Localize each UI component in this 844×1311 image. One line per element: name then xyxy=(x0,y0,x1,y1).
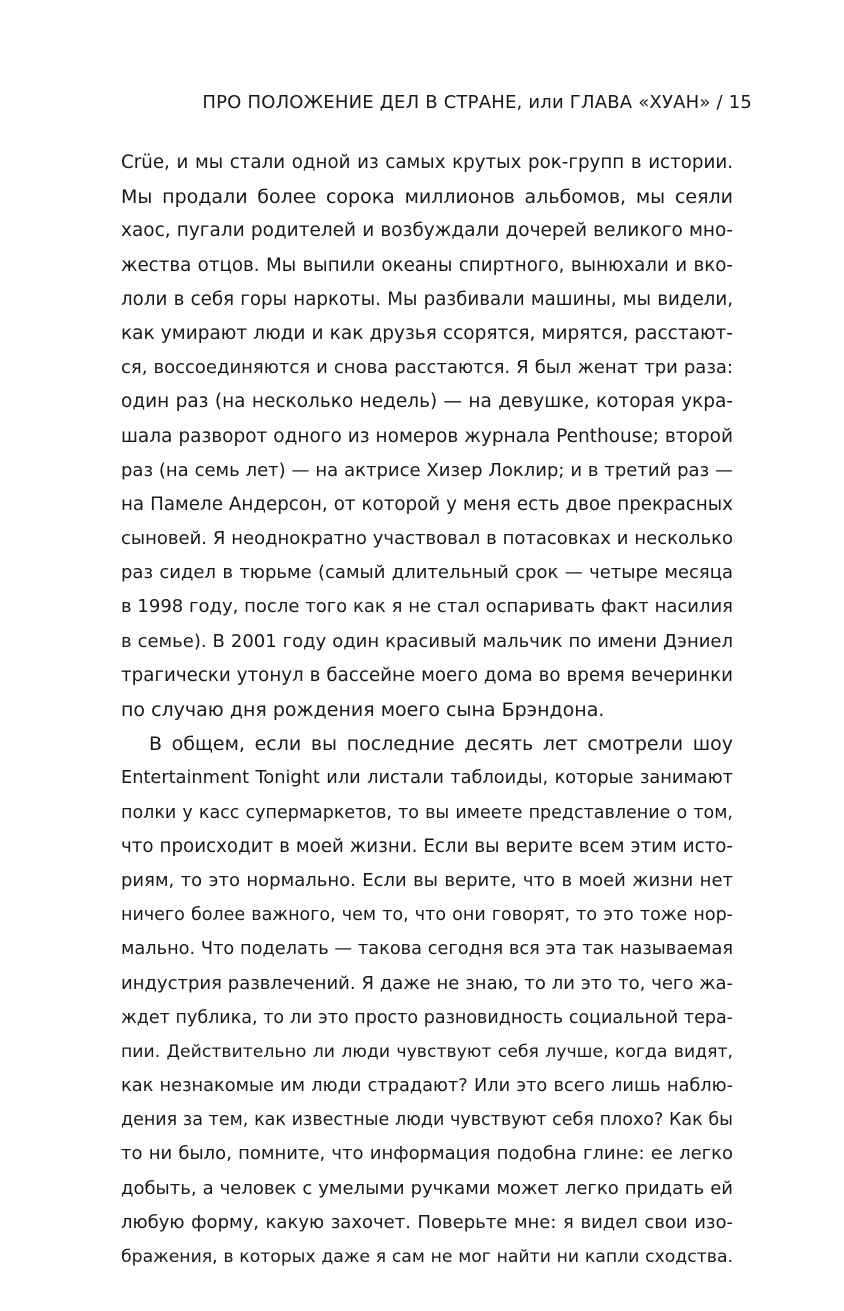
text-line: трагически утонул в бассейне моего дома во время вечеринки xyxy=(121,664,733,686)
text-line: как умирают люди и как друзья ссорятся, мирятся, расстают- xyxy=(121,322,733,344)
text-line: дения за тем, как известные люди чувствуют себя плохо? Как бы xyxy=(121,1110,733,1131)
text-line: любую форму, какую захочет. Поверьте мне: я видел свои изо- xyxy=(121,1211,733,1233)
text-line: в семье). В 2001 году один красивый мальчик по имени Дэниел xyxy=(121,630,733,652)
text-line: Entertainment Tonight или листали таблоиды, которые занимают xyxy=(121,768,733,789)
text-line: раз (на семь лет) — на актрисе Хизер Локлир; и в третий раз — xyxy=(121,459,733,481)
text-line: шала разворот одного из номеров журнала Penthouse; второй xyxy=(121,425,733,447)
text-line: лоли в себя горы наркоты. Мы разбивали машины, мы видели, xyxy=(121,288,733,310)
text-line: добыть, а человек с умелыми ручками может легко придать ей xyxy=(121,1177,733,1199)
text-line: Crüe, и мы стали одной из самых крутых рок-групп в истории. xyxy=(121,152,733,173)
text-line: полки у касс супермаркетов, то вы имеете представление о том, xyxy=(121,802,733,823)
text-line: ждет публика, то ли это просто разновидность социальной тера- xyxy=(121,1007,733,1028)
text-line: ся, воссоединяются и снова расстаются. Я был женат три раза: xyxy=(121,357,733,379)
text-line: раз сидел в тюрьме (самый длительный срок — четыре месяца xyxy=(121,562,733,584)
text-line: бражения, в которых даже я сам не мог найти ни капли сходства. xyxy=(121,1247,733,1267)
text-line: в 1998 году, после того как я не стал оспаривать факт насилия xyxy=(121,596,733,618)
text-line: один раз (на несколько недель) — на девушке, которая укра- xyxy=(121,391,733,413)
text-line: индустрия развлечений. Я даже не знаю, то ли это то, чего жа- xyxy=(121,972,733,994)
text-line: жества отцов. Мы выпили океаны спиртного, вынюхали и вко- xyxy=(121,254,733,276)
text-line: ничего более важного, чем то, что они говорят, то это тоже нор- xyxy=(121,905,733,926)
body-text xyxy=(121,146,733,1274)
text-line: как незнакомые им люди страдают? Или это всего лишь наблю- xyxy=(121,1076,733,1097)
text-line: мально. Что поделать — такова сегодня вся эта так называемая xyxy=(121,939,733,960)
text-line: то ни было, помните, что информация подобна глине: ее легко xyxy=(121,1143,733,1165)
text-line: риям, то это нормально. Если вы верите, что в моей жизни нет xyxy=(121,869,733,891)
text-line: хаос, пугали родителей и возбуждали дочерей великого мно- xyxy=(121,220,733,242)
text-line: Мы продали более сорока миллионов альбомов, мы сеяли xyxy=(121,186,733,209)
text-line: что происходит в моей жизни. Если вы верите всем этим исто- xyxy=(121,835,733,857)
text-line: пии. Действительно ли люди чувствуют себя лучше, когда видят, xyxy=(121,1041,733,1062)
text-line: сыновей. Я неоднократно участвовал в потасовках и несколько xyxy=(121,528,733,550)
running-head: ПРО ПОЛОЖЕНИЕ ДЕЛ В СТРАНЕ, или ГЛАВА «ХУАН» / 15 xyxy=(202,92,752,113)
text-line: по случаю дня рождения моего сына Брэндона. xyxy=(121,699,605,721)
text-line: на Памеле Андерсон, от которой у меня есть двое прекрасных xyxy=(121,493,733,515)
text-line: В общем, если вы последние десять лет смотрели шоу xyxy=(149,733,733,756)
